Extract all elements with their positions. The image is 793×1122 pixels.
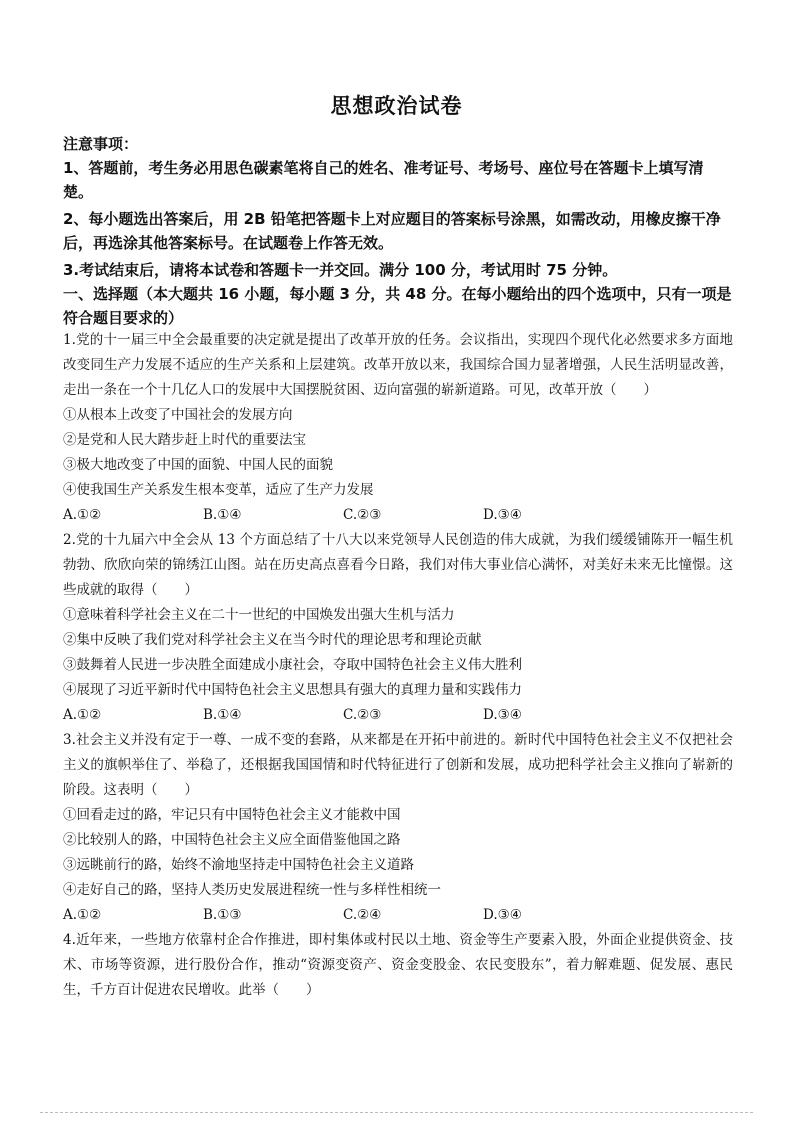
question-option: ②比较别人的路，中国特色社会主义应全面借鉴他国之路 <box>63 832 401 848</box>
notice-block <box>63 132 733 330</box>
choice-b: B.①③ <box>203 907 242 923</box>
notice-item: 2、每小题选出答案后，用 2B 铅笔把答题卡上对应题目的答案标号涂黑，如需改动，用橡皮擦干净后，再选涂其他答案标号。在试题卷上作答无效。 <box>63 210 721 252</box>
question-2 <box>63 528 733 728</box>
question-option: ①回看走过的路，牢记只有中国特色社会主义才能救中国 <box>63 807 401 823</box>
notice-heading: 注意事项： <box>63 135 139 153</box>
question-list <box>63 328 733 1003</box>
question-stem: 3.社会主义并没有定于一尊、一成不变的套路，从来都是在开拓中前进的。新时代中国特色社会主义不仅把社会主义的旗帜举住了、举稳了，还根据我国国情和时代特征进行了创新和发展，成功把科学社会主义推向了崭新的阶段。这表明（ ） <box>63 732 733 798</box>
question-option: ①从根本上改变了中国社会的发展方向 <box>63 407 293 423</box>
answer-choices <box>63 703 733 728</box>
choice-b: B.①④ <box>203 707 242 723</box>
choice-a: A.①② <box>63 907 102 923</box>
choice-c: C.②③ <box>343 507 382 523</box>
answer-choices <box>63 503 733 528</box>
question-option: ④使我国生产关系发生根本变革，适应了生产力发展 <box>63 482 374 498</box>
section-heading: 一、选择题（本大题共 16 小题，每小题 3 分，共 48 分。在每小题给出的四个选项中，只有一项是符合题目要求的） <box>63 285 732 327</box>
question-1 <box>63 328 733 528</box>
choice-a: A.①② <box>63 707 102 723</box>
question-stem: 2.党的十九届六中全会从 13 个方面总结了十八大以来党领导人民创造的伟大成就，为我们缓缓铺陈开一幅生机勃勃、欣欣向荣的锦绣江山图。站在历史高点喜看今日路，我们对伟大事业信心满怀，对美好未来无比憧憬。这些成就的取得（ ） <box>63 532 733 598</box>
question-option: ④展现了习近平新时代中国特色社会主义思想具有强大的真理力量和实践伟力 <box>63 682 522 698</box>
notice-item: 1、答题前，考生务必用思色碳素笔将自己的姓名、准考证号、考场号、座位号在答题卡上填写清楚。 <box>63 159 704 201</box>
question-option: ①意味着科学社会主义在二十一世纪的中国焕发出强大生机与活力 <box>63 607 455 623</box>
choice-d: D.③④ <box>483 907 522 923</box>
question-option: ②集中反映了我们党对科学社会主义在当今时代的理论思考和理论贡献 <box>63 632 482 648</box>
notice-item: 3.考试结束后，请将本试卷和答题卡一并交回。满分 100 分，考试用时 75 分钟。 <box>63 261 618 279</box>
answer-choices <box>63 903 733 928</box>
question-option: ③鼓舞着人民进一步决胜全面建成小康社会，夺取中国特色社会主义伟大胜利 <box>63 657 522 673</box>
choice-a: A.①② <box>63 507 102 523</box>
choice-c: C.②③ <box>343 707 382 723</box>
page-divider <box>40 1112 753 1113</box>
choice-b: B.①④ <box>203 507 242 523</box>
question-stem: 4.近年来，一些地方依靠村企合作推进，即村集体或村民以土地、资金等生产要素入股，外面企业提供资金、技术、市场等资源，进行股份合作，推动“资源变资产、资金变股金、农民变股东”，着力解难题、促发展、惠民生，千方百计促进农民增收。此举（ ） <box>63 932 733 998</box>
page-title: 思想政治试卷 <box>330 94 463 118</box>
choice-d: D.③④ <box>483 507 522 523</box>
question-4 <box>63 928 733 1003</box>
question-option: ②是党和人民大踏步赶上时代的重要法宝 <box>63 432 306 448</box>
question-stem: 1.党的十一届三中全会最重要的决定就是提出了改革开放的任务。会议指出，实现四个现代化必然要求多方面地改变同生产力发展不适应的生产关系和上层建筑。改革开放以来，我国综合国力显著增强，人民生活明显改善，走出一条在一个十几亿人口的发展中大国摆脱贫困、迈向富强的崭新道路。可见，改革开放（ ） <box>63 332 733 398</box>
question-option: ③极大地改变了中国的面貌、中国人民的面貌 <box>63 457 333 473</box>
choice-d: D.③④ <box>483 707 522 723</box>
question-option: ④走好自己的路，坚持人类历史发展进程统一性与多样性相统一 <box>63 882 441 898</box>
question-3 <box>63 728 733 928</box>
question-option: ③远眺前行的路，始终不渝地坚持走中国特色社会主义道路 <box>63 857 414 873</box>
choice-c: C.②④ <box>343 907 382 923</box>
